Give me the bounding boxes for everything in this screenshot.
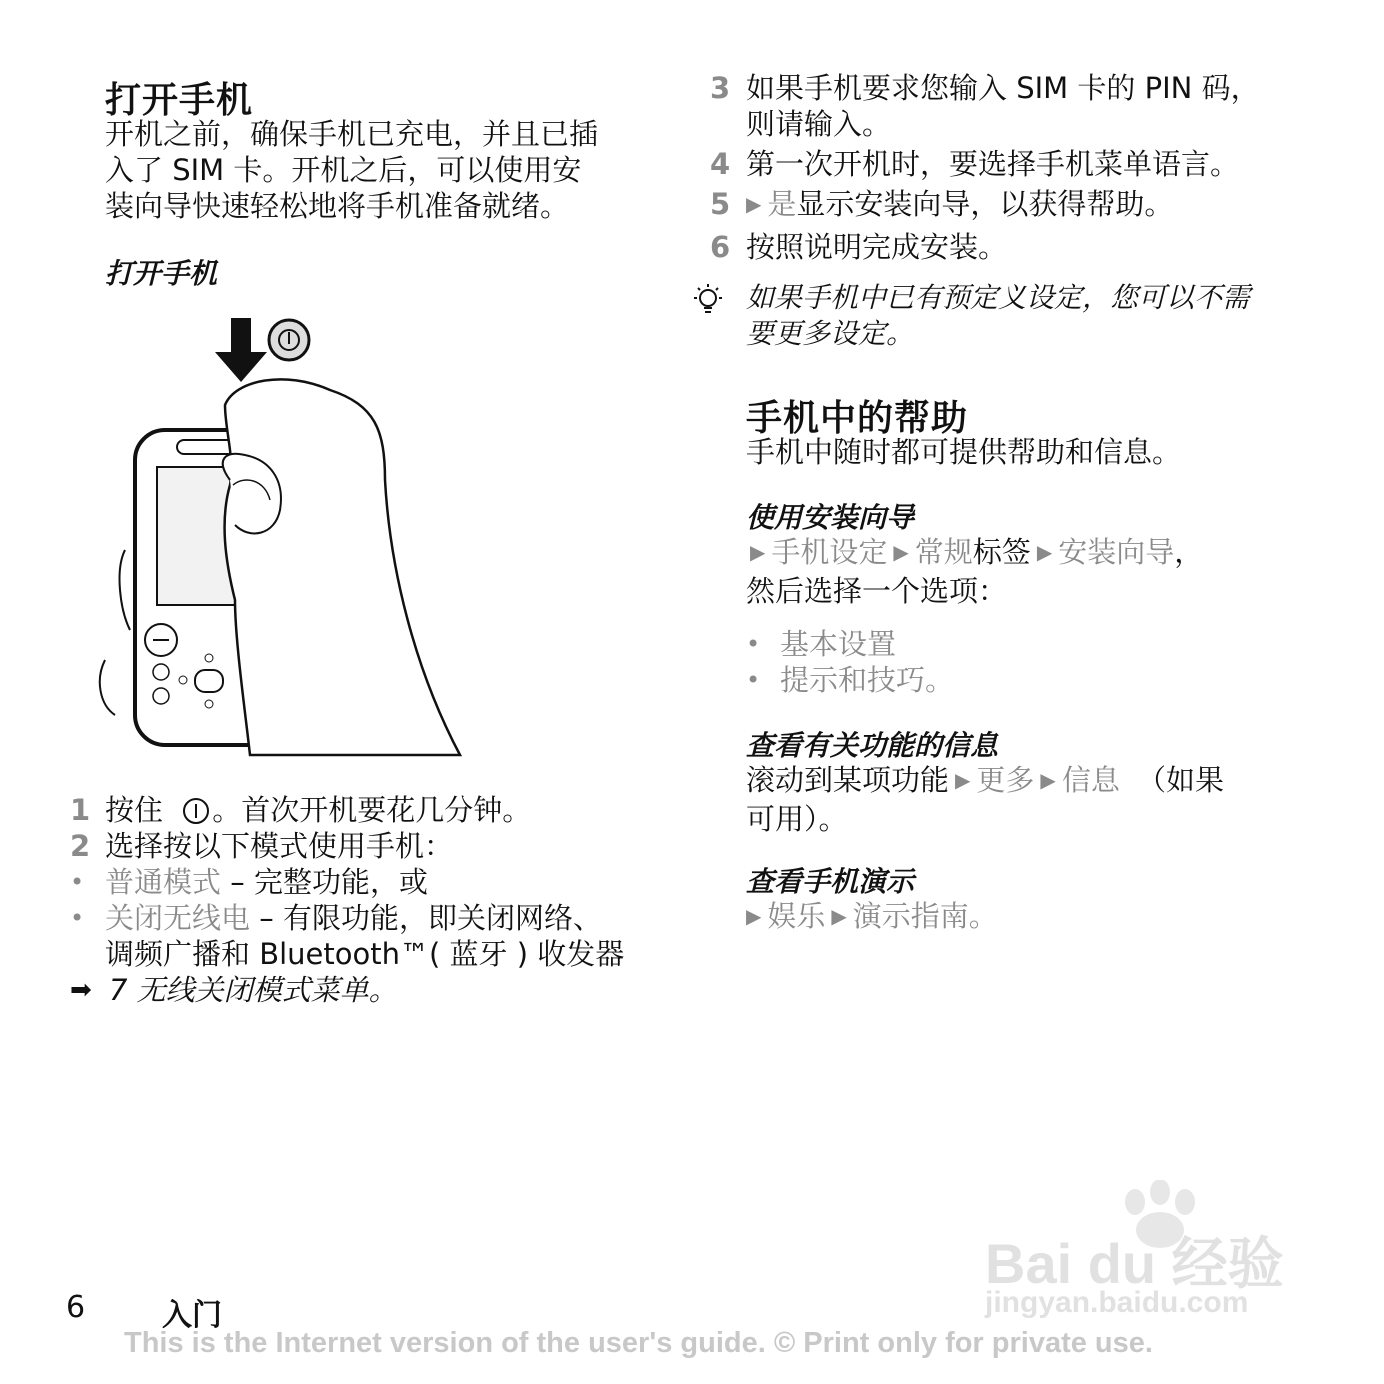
arrow-right-icon: ➡ [70, 975, 92, 1005]
cross-reference[interactable]: ➡ 7 无线关闭模式菜单。 [70, 973, 398, 1007]
baidu-watermark [985, 1180, 1305, 1319]
option-tips-tricks[interactable]: • 提示和技巧。 [746, 663, 955, 697]
triangle-right-icon: ▶ [893, 540, 909, 564]
triangle-right-icon: ▶ [1040, 768, 1056, 792]
phone-power-illustration [85, 310, 475, 760]
step-3: 3 如果手机要求您输入 SIM 卡的 PIN 码， 则请输入。 [710, 71, 1260, 141]
menu-entertainment[interactable]: 娱乐 [767, 899, 826, 933]
steps-left [70, 792, 660, 1008]
demo-heading: 查看手机演示 [746, 865, 915, 898]
triangle-right-icon: ▶ [746, 192, 762, 216]
bullet-radio-off: • 关闭无线电 – 有限功能，即关闭网络、 调频广播和 Bluetooth™( 蓝牙 ) 收发器 [70, 901, 625, 971]
triangle-right-icon: ▶ [1036, 540, 1053, 564]
option-basic-setup[interactable]: • 基本设置 [746, 627, 897, 661]
menu-setup-wizard[interactable]: 安装向导 [1058, 535, 1175, 569]
triangle-right-icon: ▶ [831, 904, 847, 928]
intro-text: 开机之前，确保手机已充电，并且已插 入了 SIM 卡。开机之后，可以使用安 装向导快速轻松地将手机准备就绪。 [105, 117, 599, 223]
info-text: 滚动到某项功能 ▶ 更多 ▶ 信息 （如果 可用）。 [746, 763, 1225, 836]
help-intro: 手机中随时都可提供帮助和信息。 [746, 435, 1182, 469]
footer-notice: This is the Internet version of the user's guide. © Print only for private use. [124, 1327, 1153, 1359]
wizard-options [746, 626, 954, 698]
triangle-right-icon: ▶ [750, 540, 766, 564]
help-section-title: 手机中的帮助 [746, 398, 969, 439]
step-1: 1 按住 。首次开机要花几分钟。 [70, 793, 532, 827]
bullet-icon: • [746, 630, 761, 658]
page-title: 打开手机 [105, 80, 254, 121]
subheading-power-on: 打开手机 [105, 257, 218, 290]
section-name: 入门 [162, 1298, 222, 1333]
step-6: 6 按照说明完成安装。 [710, 230, 1008, 264]
tip-text: 如果手机中已有预定义设定，您可以不需 要更多设定。 [746, 281, 1251, 350]
power-key-icon [182, 797, 210, 825]
step-2: 2 选择按以下模式使用手机： [70, 829, 454, 863]
bullet-icon: • [70, 868, 85, 896]
triangle-right-icon: ▶ [746, 904, 762, 928]
step-4: 4 第一次开机时，要选择手机菜单语言。 [710, 147, 1240, 181]
menu-demo-tour[interactable]: 演示指南。 [852, 899, 998, 933]
menu-more[interactable]: 更多 [976, 763, 1035, 797]
wizard-heading: 使用安装向导 [746, 501, 915, 534]
info-heading: 查看有关功能的信息 [746, 729, 999, 762]
menu-general[interactable]: 常规 [914, 535, 973, 569]
lightbulb-tip-icon [690, 282, 726, 320]
triangle-right-icon: ▶ [955, 768, 971, 792]
step-5: 5 ▶ 是显示安装向导，以获得帮助。 [710, 187, 1174, 221]
menu-phone-settings[interactable]: 手机设定 [771, 535, 888, 569]
watermark-url: jingyan.baidu.com [985, 1286, 1249, 1319]
bullet-icon: • [70, 904, 85, 932]
page-number: 6 [66, 1290, 86, 1325]
wizard-path: ▶ 手机设定 ▶ 常规标签 ▶ 安装向导， 然后选择一个选项： [746, 535, 1204, 608]
watermark-logo-text: Bai du 经验 [985, 1232, 1284, 1295]
menu-info[interactable]: 信息 [1061, 763, 1120, 797]
bullet-icon: • [746, 666, 761, 694]
bullet-normal-mode: • 普通模式 – 完整功能，或 [70, 865, 428, 899]
demo-path [746, 898, 998, 937]
steps-right [710, 70, 1310, 265]
